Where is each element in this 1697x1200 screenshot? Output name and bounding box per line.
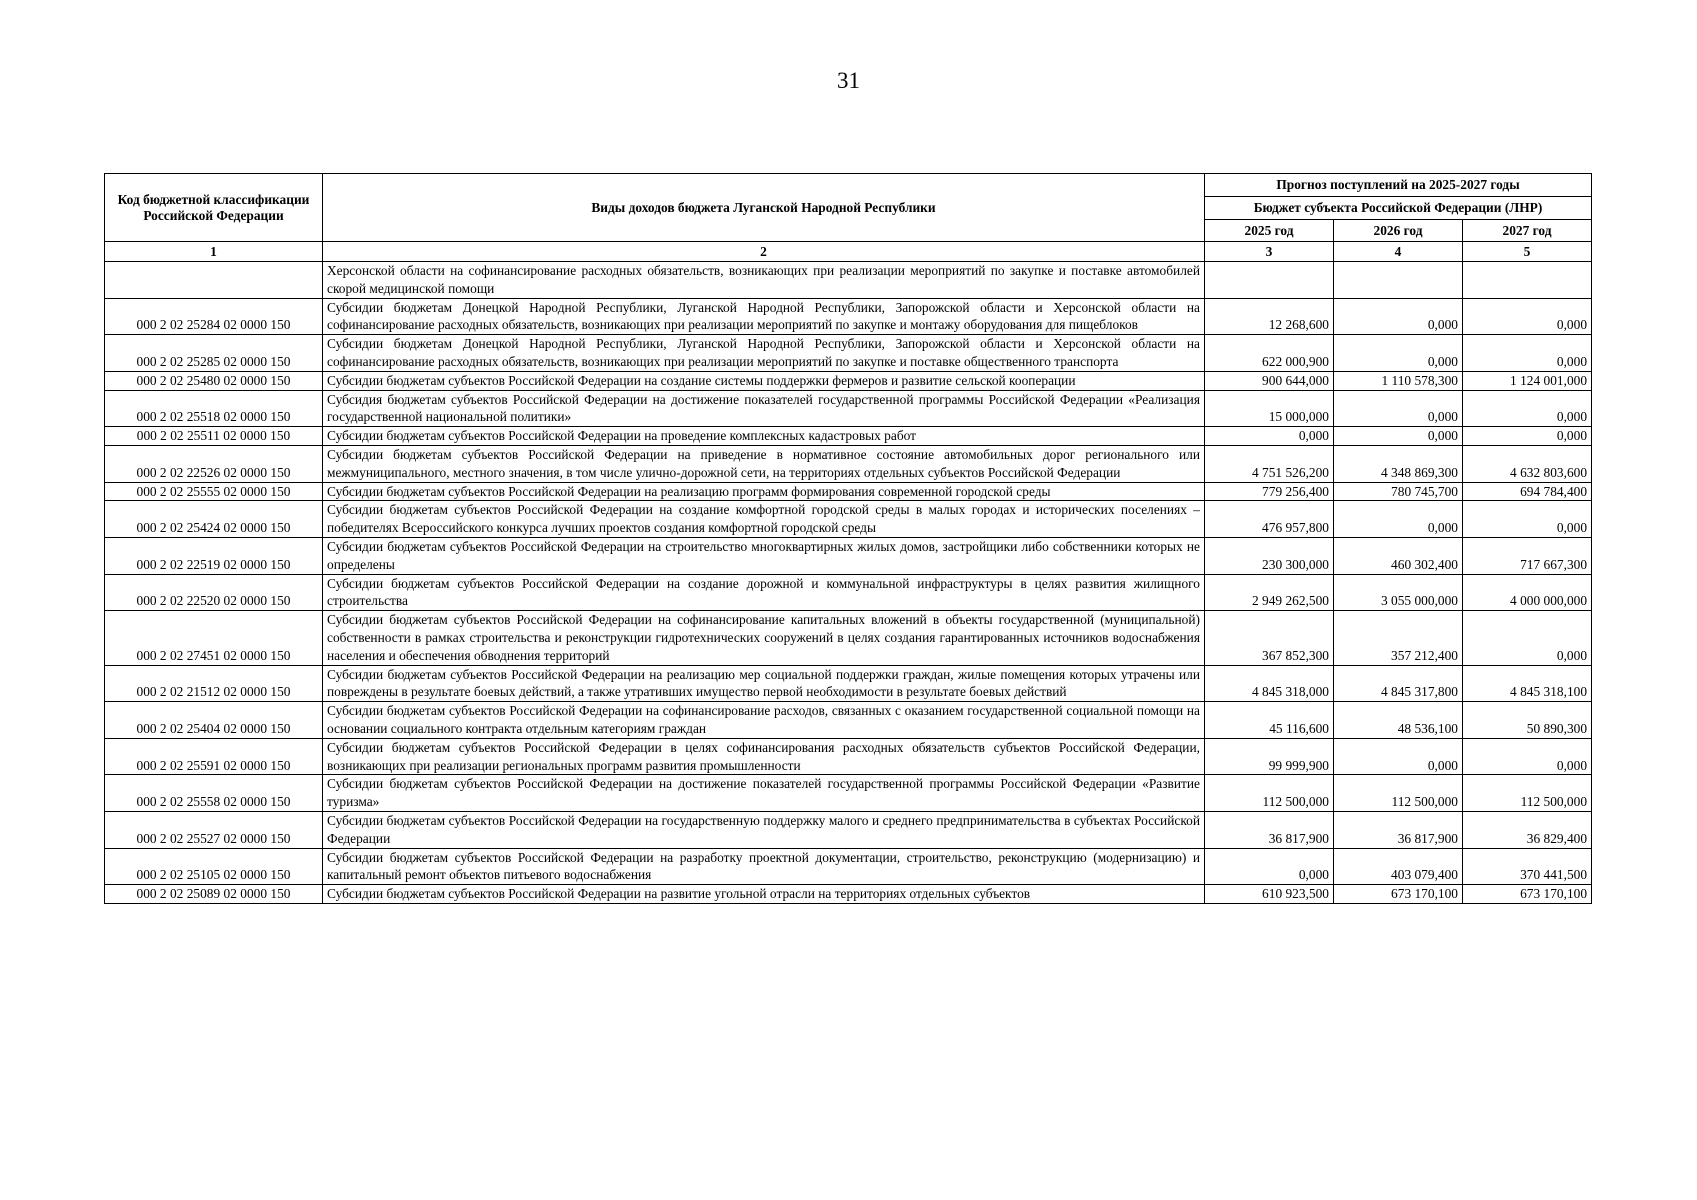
budget-code-cell: 000 2 02 27451 02 0000 150 xyxy=(105,611,323,665)
amount-2025-cell: 45 116,600 xyxy=(1205,702,1334,739)
amount-2027-cell: 0,000 xyxy=(1463,335,1592,372)
amount-2027-cell: 0,000 xyxy=(1463,427,1592,446)
amount-2027-cell: 36 829,400 xyxy=(1463,811,1592,848)
table-row xyxy=(105,848,1592,885)
amount-2025-cell: 367 852,300 xyxy=(1205,611,1334,665)
revenue-description-cell: Херсонской области на софинансирование расходных обязательств, возникающих при реализации мероприятий по закупке и поставке автомобилей скорой медицинской помощи xyxy=(323,262,1205,299)
revenue-description-cell: Субсидии бюджетам субъектов Российской Федерации на развитие угольной отрасли на территориях отдельных субъектов xyxy=(323,885,1205,904)
budget-code-cell: 000 2 02 25284 02 0000 150 xyxy=(105,298,323,335)
amount-2026-cell: 673 170,100 xyxy=(1334,885,1463,904)
amount-2027-cell: 4 845 318,100 xyxy=(1463,665,1592,702)
budget-code-cell: 000 2 02 22520 02 0000 150 xyxy=(105,574,323,611)
revenue-description-cell: Субсидии бюджетам субъектов Российской Федерации на государственную поддержку малого и среднего предпринимательства в субъектах Российской Федерации xyxy=(323,811,1205,848)
amount-2026-cell: 403 079,400 xyxy=(1334,848,1463,885)
budget-code-cell: 000 2 02 25285 02 0000 150 xyxy=(105,335,323,372)
amount-2026-cell: 1 110 578,300 xyxy=(1334,371,1463,390)
amount-2025-cell: 622 000,900 xyxy=(1205,335,1334,372)
revenue-description-cell: Субсидии бюджетам Донецкой Народной Республики, Луганской Народной Республики, Запорожской области и Херсонской области на софинансирование расходных обязательств, возникающих при реализации мероприятий по закупке и монтажу оборудования для пищеблоков xyxy=(323,298,1205,335)
header-year-2025: 2025 год xyxy=(1205,220,1334,242)
budget-code-cell: 000 2 02 22526 02 0000 150 xyxy=(105,445,323,482)
amount-2027-cell: 0,000 xyxy=(1463,390,1592,427)
amount-2025-cell: 12 268,600 xyxy=(1205,298,1334,335)
amount-2027-cell: 694 784,400 xyxy=(1463,482,1592,501)
amount-2026-cell: 780 745,700 xyxy=(1334,482,1463,501)
header-year-2026: 2026 год xyxy=(1334,220,1463,242)
amount-2027-cell: 1 124 001,000 xyxy=(1463,371,1592,390)
amount-2027-cell: 673 170,100 xyxy=(1463,885,1592,904)
amount-2025-cell: 230 300,000 xyxy=(1205,537,1334,574)
amount-2025-cell: 4 845 318,000 xyxy=(1205,665,1334,702)
amount-2027-cell: 370 441,500 xyxy=(1463,848,1592,885)
budget-code-cell: 000 2 02 22519 02 0000 150 xyxy=(105,537,323,574)
budget-code-cell: 000 2 02 25527 02 0000 150 xyxy=(105,811,323,848)
amount-2026-cell: 0,000 xyxy=(1334,738,1463,775)
amount-2025-cell: 2 949 262,500 xyxy=(1205,574,1334,611)
revenue-description-cell: Субсидии бюджетам субъектов Российской Федерации в целях софинансирования расходных обязательств субъектов Российской Федерации, возникающих при реализации региональных программ развития промышленности xyxy=(323,738,1205,775)
revenue-description-cell: Субсидия бюджетам субъектов Российской Федерации на достижение показателей государственной программы Российской Федерации «Реализация государственной национальной политики» xyxy=(323,390,1205,427)
table-row xyxy=(105,371,1592,390)
table-row xyxy=(105,611,1592,665)
table-row xyxy=(105,445,1592,482)
amount-2025-cell: 610 923,500 xyxy=(1205,885,1334,904)
amount-2027-cell: 4 632 803,600 xyxy=(1463,445,1592,482)
amount-2025-cell: 476 957,800 xyxy=(1205,501,1334,538)
amount-2026-cell: 0,000 xyxy=(1334,298,1463,335)
revenue-description-cell: Субсидии бюджетам субъектов Российской Федерации на строительство многоквартирных жилых домов, застройщики либо собственники которых не определены xyxy=(323,537,1205,574)
amount-2025-cell: 99 999,900 xyxy=(1205,738,1334,775)
table-row xyxy=(105,335,1592,372)
amount-2027-cell: 0,000 xyxy=(1463,298,1592,335)
amount-2026-cell: 0,000 xyxy=(1334,390,1463,427)
budget-code-cell: 000 2 02 25591 02 0000 150 xyxy=(105,738,323,775)
amount-2025-cell: 4 751 526,200 xyxy=(1205,445,1334,482)
amount-2025-cell: 0,000 xyxy=(1205,848,1334,885)
table-row xyxy=(105,775,1592,812)
amount-2027-cell xyxy=(1463,262,1592,299)
column-number: 3 xyxy=(1205,242,1334,262)
revenue-description-cell: Субсидии бюджетам субъектов Российской Федерации на проведение комплексных кадастровых работ xyxy=(323,427,1205,446)
page-number: 31 xyxy=(837,68,860,93)
header-forecast: Прогноз поступлений на 2025-2027 годы xyxy=(1205,174,1592,197)
table-row xyxy=(105,482,1592,501)
budget-code-cell: 000 2 02 25518 02 0000 150 xyxy=(105,390,323,427)
budget-code-cell: 000 2 02 25511 02 0000 150 xyxy=(105,427,323,446)
revenue-description-cell: Субсидии бюджетам субъектов Российской Федерации на реализацию программ формирования современной городской среды xyxy=(323,482,1205,501)
amount-2025-cell: 779 256,400 xyxy=(1205,482,1334,501)
revenue-description-cell: Субсидии бюджетам Донецкой Народной Республики, Луганской Народной Республики, Запорожской области и Херсонской области на софинансирование расходных обязательств, возникающих при реализации мероприятий по закупке и поставке общественного транспорта xyxy=(323,335,1205,372)
amount-2025-cell: 15 000,000 xyxy=(1205,390,1334,427)
table-row xyxy=(105,501,1592,538)
revenue-description-cell: Субсидии бюджетам субъектов Российской Федерации на приведение в нормативное состояние автомобильных дорог регионального или межмуниципального, местного значения, в том числе улично-дорожной сети, на территориях отдельных субъектов Российской Федерации xyxy=(323,445,1205,482)
header-description: Виды доходов бюджета Луганской Народной Республики xyxy=(323,174,1205,242)
revenue-description-cell: Субсидии бюджетам субъектов Российской Федерации на создание системы поддержки фермеров и развитие сельской кооперации xyxy=(323,371,1205,390)
amount-2026-cell: 48 536,100 xyxy=(1334,702,1463,739)
budget-code-cell: 000 2 02 21512 02 0000 150 xyxy=(105,665,323,702)
budget-code-cell: 000 2 02 25404 02 0000 150 xyxy=(105,702,323,739)
revenue-description-cell: Субсидии бюджетам субъектов Российской Федерации на разработку проектной документации, строительство, реконструкцию (модернизацию) и капитальный ремонт объектов питьевого водоснабжения xyxy=(323,848,1205,885)
revenue-description-cell: Субсидии бюджетам субъектов Российской Федерации на реализацию мер социальной поддержки граждан, жилые помещения которых утрачены или повреждены в результате боевых действий, а также утративших имущество первой необходимости в результате боевых действий xyxy=(323,665,1205,702)
amount-2027-cell: 112 500,000 xyxy=(1463,775,1592,812)
table-row xyxy=(105,665,1592,702)
table-row xyxy=(105,885,1592,904)
table-row xyxy=(105,298,1592,335)
revenue-description-cell: Субсидии бюджетам субъектов Российской Федерации на создание комфортной городской среды в малых городах и исторических поселениях – победителях Всероссийского конкурса лучших проектов создания комфортной городской среды xyxy=(323,501,1205,538)
amount-2026-cell: 460 302,400 xyxy=(1334,537,1463,574)
amount-2026-cell: 0,000 xyxy=(1334,427,1463,446)
revenue-description-cell: Субсидии бюджетам субъектов Российской Федерации на достижение показателей государственной программы Российской Федерации «Развитие туризма» xyxy=(323,775,1205,812)
table-row xyxy=(105,574,1592,611)
table-row xyxy=(105,390,1592,427)
amount-2026-cell: 112 500,000 xyxy=(1334,775,1463,812)
budget-code-cell: 000 2 02 25480 02 0000 150 xyxy=(105,371,323,390)
budget-code-cell: 000 2 02 25558 02 0000 150 xyxy=(105,775,323,812)
column-number: 5 xyxy=(1463,242,1592,262)
amount-2026-cell: 4 845 317,800 xyxy=(1334,665,1463,702)
amount-2027-cell: 0,000 xyxy=(1463,501,1592,538)
amount-2027-cell: 0,000 xyxy=(1463,738,1592,775)
revenue-description-cell: Субсидии бюджетам субъектов Российской Федерации на софинансирование капитальных вложений в объекты государственной (муниципальной) собственности в рамках строительства и реконструкции гидротехнических сооружений в целях создания гарантированных источников водоснабжения населения и обеспечения обводнения территорий xyxy=(323,611,1205,665)
header-budget: Бюджет субъекта Российской Федерации (ЛНР) xyxy=(1205,197,1592,220)
amount-2026-cell: 0,000 xyxy=(1334,335,1463,372)
table-row xyxy=(105,262,1592,299)
amount-2026-cell: 0,000 xyxy=(1334,501,1463,538)
amount-2026-cell: 4 348 869,300 xyxy=(1334,445,1463,482)
header-year-2027: 2027 год xyxy=(1463,220,1592,242)
table-row xyxy=(105,537,1592,574)
table-row xyxy=(105,427,1592,446)
amount-2027-cell: 0,000 xyxy=(1463,611,1592,665)
column-number: 2 xyxy=(323,242,1205,262)
table-row xyxy=(105,702,1592,739)
column-number: 1 xyxy=(105,242,323,262)
amount-2025-cell: 0,000 xyxy=(1205,427,1334,446)
amount-2025-cell xyxy=(1205,262,1334,299)
revenue-description-cell: Субсидии бюджетам субъектов Российской Федерации на создание дорожной и коммунальной инфраструктуры в целях развития жилищного строительства xyxy=(323,574,1205,611)
amount-2026-cell: 357 212,400 xyxy=(1334,611,1463,665)
table-row xyxy=(105,738,1592,775)
budget-code-cell: 000 2 02 25424 02 0000 150 xyxy=(105,501,323,538)
budget-code-cell: 000 2 02 25105 02 0000 150 xyxy=(105,848,323,885)
header-code: Код бюджетной классификации Российской Федерации xyxy=(105,174,323,242)
budget-code-cell: 000 2 02 25555 02 0000 150 xyxy=(105,482,323,501)
revenue-description-cell: Субсидии бюджетам субъектов Российской Федерации на софинансирование расходов, связанных с оказанием государственной социальной помощи на основании социального контракта отдельным категориям граждан xyxy=(323,702,1205,739)
budget-code-cell xyxy=(105,262,323,299)
amount-2027-cell: 717 667,300 xyxy=(1463,537,1592,574)
amount-2026-cell: 36 817,900 xyxy=(1334,811,1463,848)
amount-2025-cell: 112 500,000 xyxy=(1205,775,1334,812)
amount-2025-cell: 900 644,000 xyxy=(1205,371,1334,390)
column-number: 4 xyxy=(1334,242,1463,262)
amount-2025-cell: 36 817,900 xyxy=(1205,811,1334,848)
amount-2026-cell: 3 055 000,000 xyxy=(1334,574,1463,611)
amount-2027-cell: 4 000 000,000 xyxy=(1463,574,1592,611)
amount-2026-cell xyxy=(1334,262,1463,299)
revenue-table xyxy=(104,173,1592,904)
amount-2027-cell: 50 890,300 xyxy=(1463,702,1592,739)
table-row xyxy=(105,811,1592,848)
budget-code-cell: 000 2 02 25089 02 0000 150 xyxy=(105,885,323,904)
